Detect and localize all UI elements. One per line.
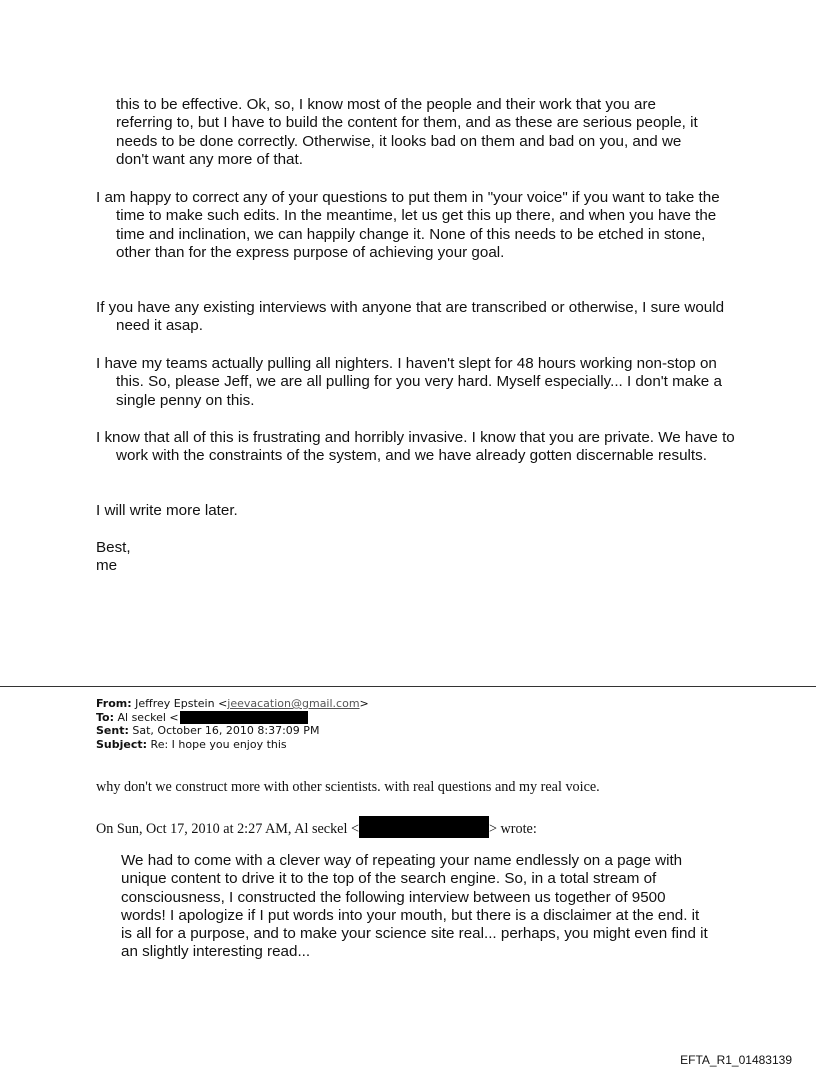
message-divider [0, 686, 816, 687]
body-paragraph-2: I am happy to correct any of your questions to put them in "your voice" if you want to take the time to make such edits. In the meantime, let us get this up there, and when you have the time and inclination, we can happily change it. None of this needs to be etched in stone, other than for the express purpose of achieving your goal. [96, 189, 720, 261]
body-paragraph-5: I know that all of this is frustrating and horribly invasive. I know that you are private. We have to work with the constraints of the system, and we have already gotten discernable results. [96, 429, 735, 465]
closing: Best, [96, 539, 131, 556]
redaction-box [359, 816, 489, 838]
body-paragraph-1: this to be effective. Ok, so, I know most of the people and their work that you are referring to, but I have to build the content for them, and as these are serious people, it needs to be done correctly. Otherwise, it looks bad on them and bad on you, and we don't want any more of that. [116, 96, 698, 168]
signature: me [96, 557, 118, 574]
subject-row [96, 738, 716, 752]
sent-label: Sent: [96, 724, 129, 737]
quote-intro [96, 816, 716, 838]
to-name: Al seckel < [117, 710, 179, 724]
from-name: Jeffrey Epstein < [135, 697, 228, 710]
quoted-message: We had to come with a clever way of repeating your name endlessly on a page with unique content to drive it to the top of the search engine. So, in a total stream of consciousness, I constructed the following interview between us together of 9500 words! I apologize if I put words into your mouth, but there is a disclaimer at the end. it is all for a purpose, and to make your science site real... perhaps, you might even find it an slightly interesting read... [121, 852, 708, 961]
subject-label: Subject: [96, 737, 148, 751]
subject-value: Re: I hope you enjoy this [150, 737, 287, 751]
body-paragraph-6: I will write more later. [96, 502, 238, 519]
redaction-box [180, 711, 308, 724]
sent-row [96, 724, 716, 738]
document-id: EFTA_R1_01483139 [680, 1053, 792, 1067]
quote-intro-before: On Sun, Oct 17, 2010 at 2:27 AM, Al seckel < [96, 821, 359, 837]
body-paragraph-4: I have my teams actually pulling all nighters. I haven't slept for 48 hours working non-stop on this. So, please Jeff, we are all pulling for you very hard. Myself especially... I don't make a single penny on this. [96, 355, 722, 409]
body-paragraph-3: If you have any existing interviews with anyone that are transcribed or otherwise, I sure would need it asap. [96, 299, 725, 335]
from-row [96, 697, 716, 711]
to-row [96, 711, 716, 725]
from-close: > [359, 697, 369, 710]
email-header [96, 697, 716, 751]
from-email-link[interactable]: jeevacation@gmail.com [227, 697, 360, 710]
quote-intro-after: > wrote: [488, 821, 537, 837]
reply-text: why don't we construct more with other scientists. with real questions and my real voice. [96, 779, 600, 795]
to-label: To: [96, 710, 114, 724]
from-label: From: [96, 697, 132, 710]
sent-value: Sat, October 16, 2010 8:37:09 PM [132, 724, 320, 737]
